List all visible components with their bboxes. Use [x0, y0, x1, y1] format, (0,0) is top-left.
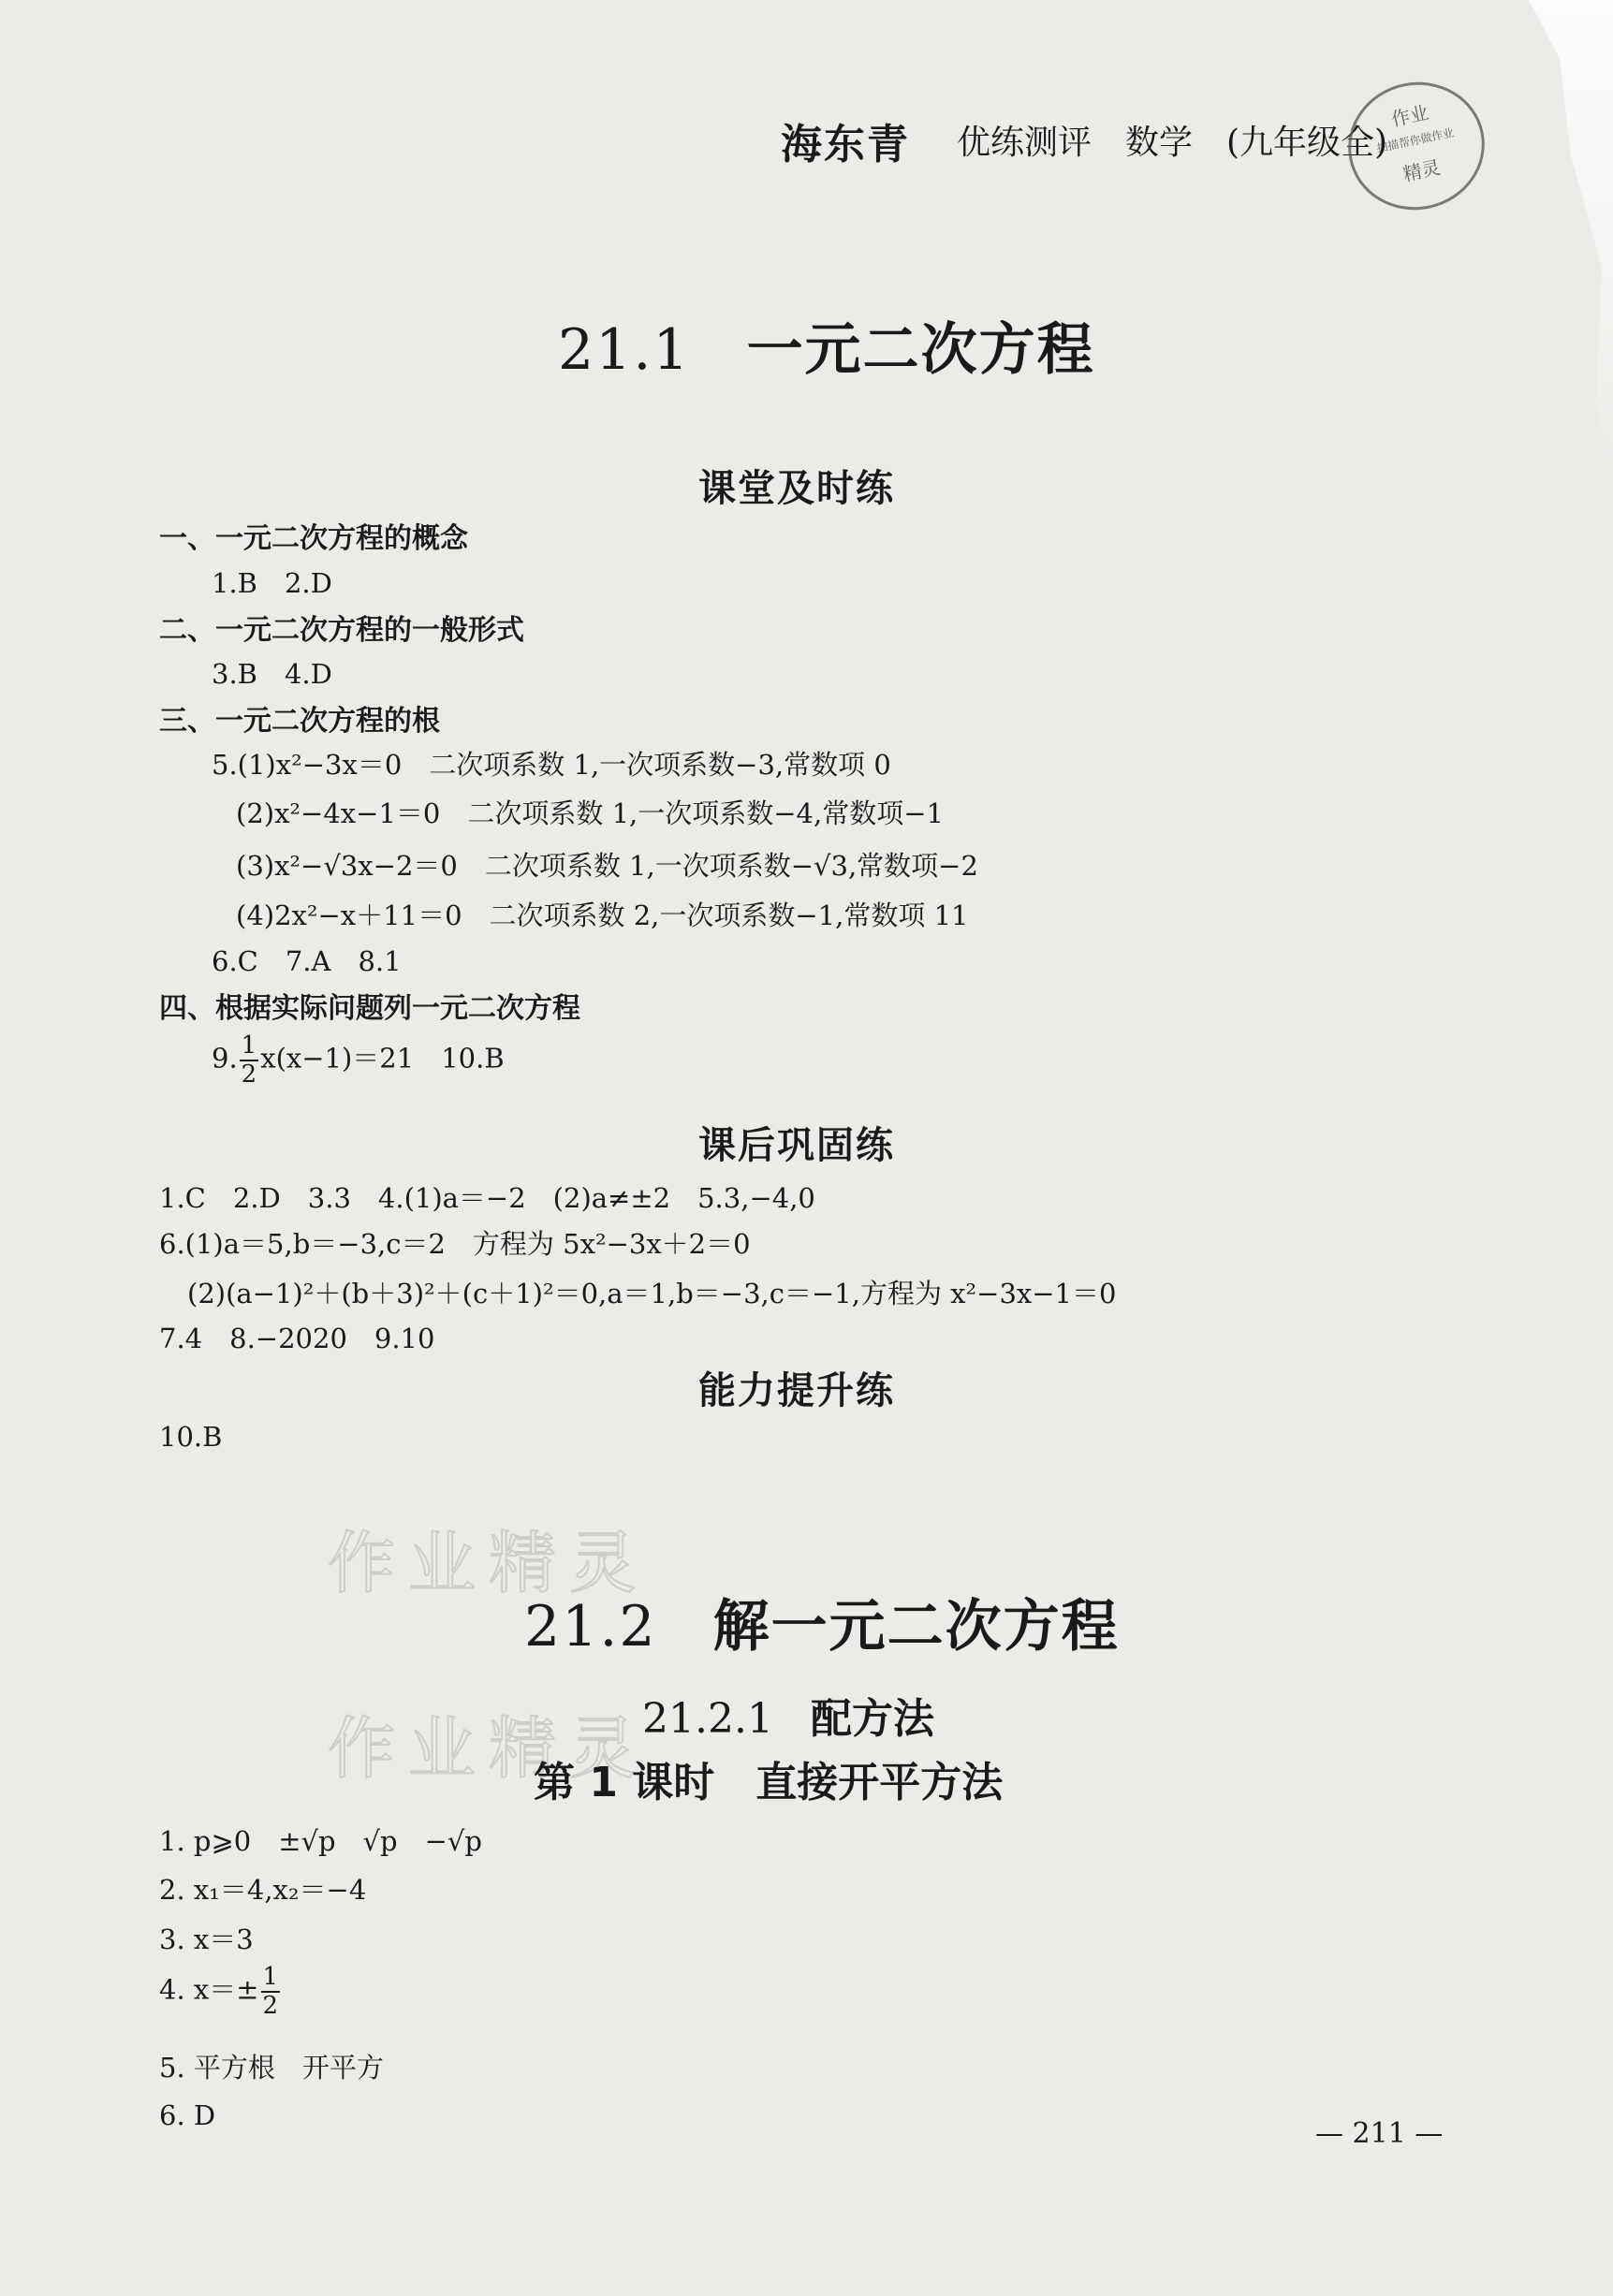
section-title-text: 一元二次方程 — [746, 317, 1095, 383]
q9-rest: x(x−1)＝21 10.B — [260, 1042, 505, 1075]
subsection-title-text: 配方法 — [810, 1695, 934, 1743]
watermark-2: 作业精灵 — [328, 1709, 651, 1788]
after-class-line-3: (2)(a−1)²＋(b＋3)²＋(c＋1)²＝0,a＝1,b＝−3,c＝−1,方程为 x²−3x−1＝0 — [187, 1278, 1117, 1309]
part4-title: 四、根据实际问题列一元二次方程 — [159, 992, 580, 1025]
after-class-line-2: 6.(1)a＝5,b＝−3,c＝2 方程为 5x²−3x＋2＝0 — [159, 1228, 751, 1260]
answer-q5-4: (4)2x²−x＋11＝0 二次项系数 2,一次项系数−1,常数项 11 — [236, 899, 969, 931]
stamp-bottom-text: 精灵 — [1400, 155, 1443, 186]
q9-fraction-denominator: 2 — [241, 1060, 257, 1089]
q9-prefix: 9. — [212, 1042, 238, 1075]
header-brand: 海东青 — [781, 121, 910, 168]
q4-fraction-denominator: 2 — [262, 1991, 279, 2020]
part1-answers: 1.B 2.D — [212, 567, 332, 599]
answer-q5-2: (2)x²−4x−1＝0 二次项系数 1,一次项系数−4,常数项−1 — [236, 797, 944, 829]
section-number: 21.2 — [524, 1594, 657, 1660]
answer-q9-q10 — [212, 1032, 505, 1088]
answer-21-2-q2: 2. x₁＝4,x₂＝−4 — [159, 1874, 367, 1906]
page-number: — 211 — — [1315, 2117, 1444, 2150]
answer-21-2-q1: 1. p⩾0 ±√p √p −√p — [159, 1825, 482, 1857]
answer-21-2-q4 — [159, 1964, 282, 2019]
answer-21-2-q3: 3. x＝3 — [159, 1923, 254, 1955]
stamp-middle-text: 扫描帮你做作业 — [1375, 125, 1456, 155]
answer-21-2-q6: 6. D — [159, 2099, 216, 2131]
ability-heading: 能力提升练 — [698, 1369, 895, 1412]
part1-title: 一、一元二次方程的概念 — [159, 522, 468, 555]
watermark-1: 作业精灵 — [328, 1524, 651, 1602]
subsection-21-2-1-title — [642, 1685, 934, 1745]
lesson-title: 第 1 课时 直接开平方法 — [534, 1759, 1004, 1806]
part3-title: 三、一元二次方程的根 — [159, 705, 440, 738]
part2-answers: 3.B 4.D — [212, 658, 332, 690]
after-class-heading: 课后巩固练 — [698, 1124, 895, 1167]
after-class-line-1: 1.C 2.D 3.3 4.(1)a＝−2 (2)a≠±2 5.3,−4,0 — [159, 1182, 815, 1214]
subsection-number: 21.2.1 — [642, 1695, 773, 1743]
q9-fraction — [240, 1032, 259, 1088]
classroom-heading: 课堂及时练 — [698, 467, 895, 510]
section-title-text: 解一元二次方程 — [712, 1594, 1120, 1660]
after-class-line-4: 7.4 8.−2020 9.10 — [159, 1323, 435, 1354]
section-21-2-title — [524, 1582, 1120, 1662]
ability-line-1: 10.B — [159, 1421, 223, 1453]
answers-q6-q8: 6.C 7.A 8.1 — [212, 945, 402, 977]
q4-prefix: 4. x＝± — [159, 1973, 259, 2006]
section-21-1-title — [558, 305, 1095, 386]
answer-q5-3: (3)x²−√3x−2＝0 二次项系数 1,一次项系数−√3,常数项−2 — [236, 850, 978, 882]
part2-title: 二、一元二次方程的一般形式 — [159, 614, 524, 647]
q4-fraction — [261, 1964, 281, 2019]
header-series: 优练测评 数学 (九年级全) — [957, 124, 1388, 162]
stamp-top-text: 作业 — [1389, 100, 1431, 131]
q9-fraction-numerator: 1 — [241, 1031, 257, 1060]
q4-fraction-numerator: 1 — [262, 1963, 279, 1991]
answer-q5-1: 5.(1)x²−3x＝0 二次项系数 1,一次项系数−3,常数项 0 — [212, 749, 891, 781]
answer-21-2-q5: 5. 平方根 开平方 — [159, 2052, 384, 2084]
app-stamp-logo — [1336, 69, 1496, 222]
torn-corner — [1473, 0, 1613, 487]
section-number: 21.1 — [558, 317, 691, 383]
